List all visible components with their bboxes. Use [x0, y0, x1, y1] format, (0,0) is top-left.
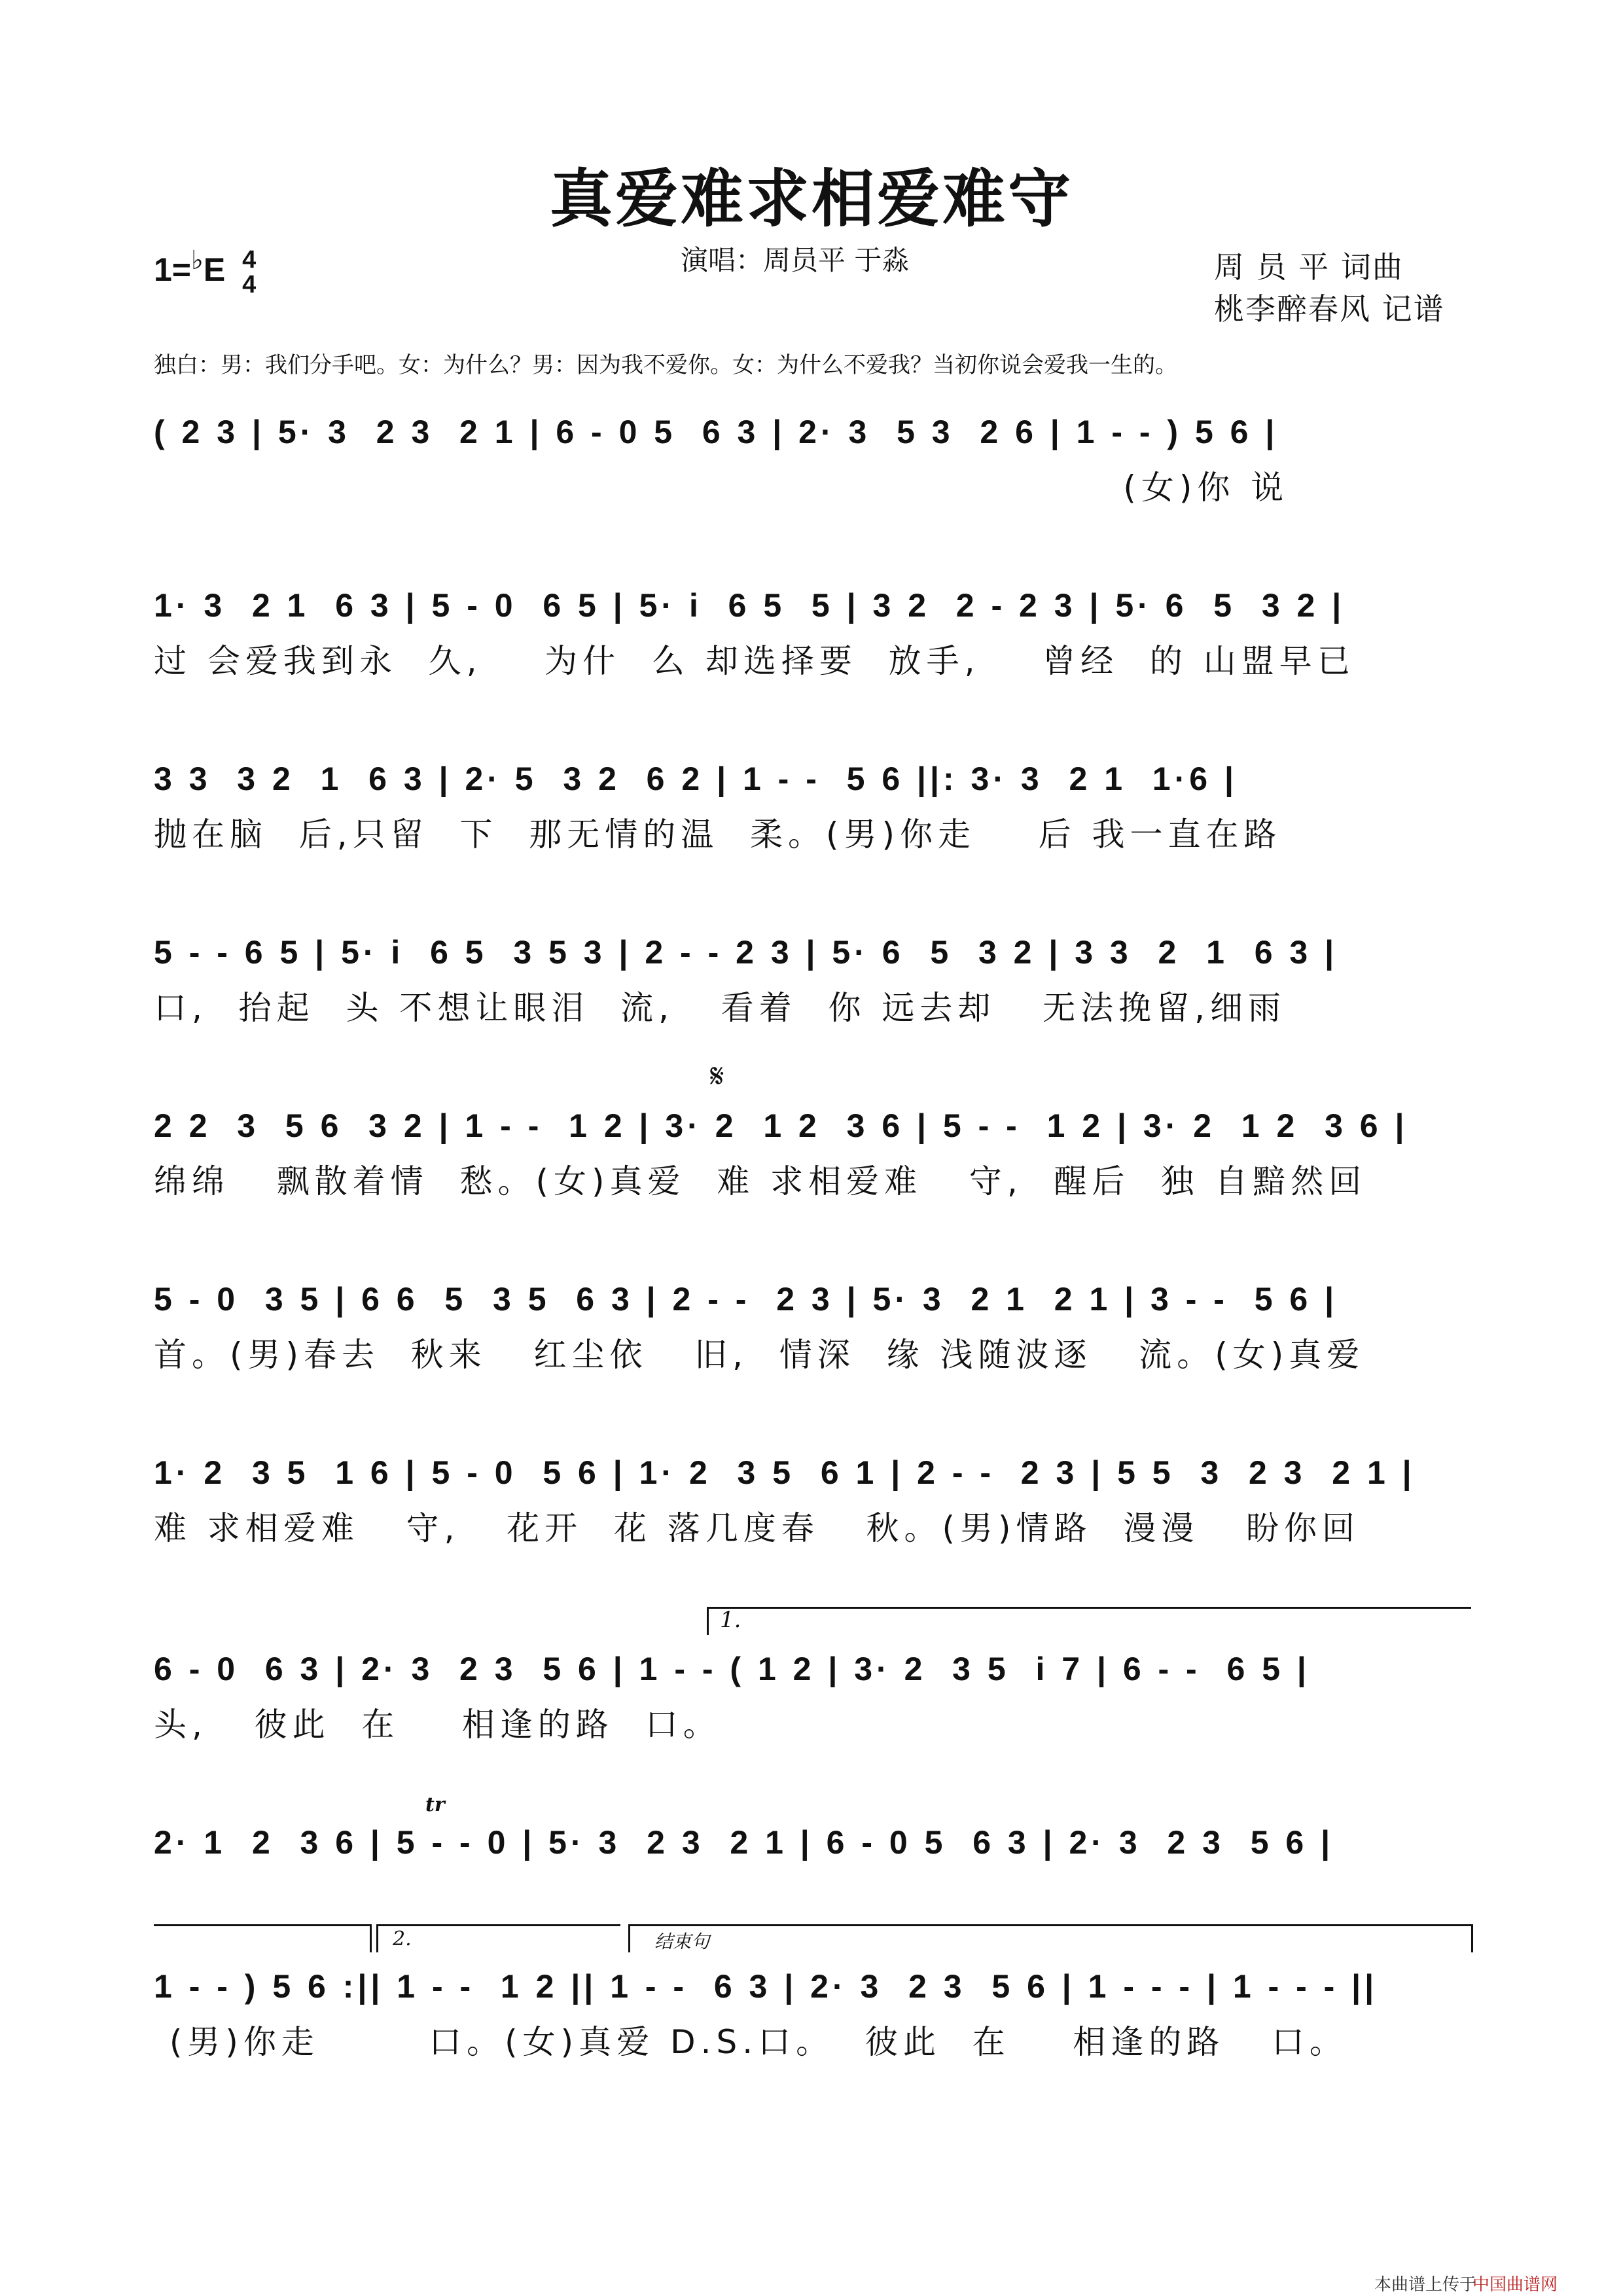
song-title: 真爱难求相爱难守	[550, 162, 1073, 236]
singer-line: 演唱：周员平 于淼	[681, 244, 910, 276]
footer-source-text: 本曲谱上传于	[1374, 2275, 1477, 2295]
key-signature	[154, 245, 256, 297]
score-row-5	[154, 1100, 1469, 1152]
lyrics-row-3: 抛在脑 后,只留 下 那无情的温 柔。(男)你走 后 我一直在路	[154, 816, 1282, 853]
score-row-10	[154, 1960, 1469, 2013]
notes-row-1: ( 2 3 | 5· 3 2 3 2 1 | 6 - 0 5 6 3 | 2· 3 5 3 2 6 | 1 - - ) 5 6 |	[154, 414, 1279, 450]
lyrics-row-6: 首。(男)春去 秋来 红尘依 旧, 情深 缘 浅随波逐 流。(女)真爱	[154, 1336, 1365, 1374]
key-note: E	[203, 251, 226, 288]
lyrics-row-1: (女)你 说	[154, 469, 1289, 507]
notes-row-4: 5 - - 6 5 | 5· i 6 5 3 5 3 | 2 - - 2 3 | 5· 6 5 3 2 | 3 3 2 1 6 3 |	[154, 934, 1338, 971]
notes-row-9: 2· 1 2 3 6 | 5 - - 0 | 5· 3 2 3 2 1 | 6 - 0 5 6 3 | 2· 3 2 3 5 6 |	[154, 1824, 1334, 1861]
transcriber-credit: 桃李醉春风 记谱	[1214, 291, 1445, 327]
lyrics-row-10: (男)你走 口。(女)真爱 D.S.口。 彼此 在 相逢的路 口。	[154, 2023, 1347, 2061]
lyrics-row-4: 口, 抬起 头 不想让眼泪 流, 看着 你 远去却 无法挽留,细雨	[154, 989, 1286, 1027]
score-row-3	[154, 753, 1469, 805]
footer-site-logo: 中国曲谱网	[1472, 2275, 1558, 2295]
lyrics-row-2: 过 会爱我到永 久, 为什 么 却选择要 放手, 曾经 的 山盟早已	[154, 642, 1355, 680]
notes-row-10: 1 - - ) 5 6 :|| 1 - - 1 2 || 1 - - 6 3 | 2· 3 2 3 5 6 | 1 - - - | 1 - - - ||	[154, 1968, 1378, 2005]
volta-2-label: 2.	[393, 1928, 412, 1950]
volta-1-continuation	[154, 1924, 372, 1952]
lyrics-row-8: 头, 彼此 在 相逢的路 口。	[154, 1706, 721, 1744]
score-row-1	[154, 406, 1469, 458]
score-row-6	[154, 1273, 1469, 1325]
volta-1-label: 1.	[720, 1607, 741, 1633]
score-row-9	[154, 1816, 1469, 1869]
time-top: 4	[242, 246, 257, 274]
volta-1-bracket	[707, 1607, 1471, 1635]
notes-row-8: 6 - 0 6 3 | 2· 3 2 3 5 6 | 1 - - ( 1 2 | 3· 2 3 5 i 7 | 6 - - 6 5 |	[154, 1651, 1310, 1687]
volta-2-bracket	[376, 1924, 620, 1952]
lyrics-row-7: 难 求相爱难 守, 花开 花 落几度春 秋。(男)情路 漫漫 盼你回	[154, 1509, 1360, 1547]
ending-label: 结束句	[654, 1931, 710, 1952]
key-prefix: 1=	[154, 251, 192, 288]
notes-row-7: 1· 2 3 5 1 6 | 5 - 0 5 6 | 1· 2 3 5 6 1 | 2 - - 2 3 | 5 5 3 2 3 2 1 |	[154, 1454, 1416, 1491]
trill-mark: tr	[425, 1793, 445, 1816]
notes-row-6: 5 - 0 3 5 | 6 6 5 3 5 6 3 | 2 - - 2 3 | 5· 3 2 1 2 1 | 3 - - 5 6 |	[154, 1281, 1338, 1318]
notes-row-2: 1· 3 2 1 6 3 | 5 - 0 6 5 | 5· i 6 5 5 | 3 2 2 - 2 3 | 5· 6 5 3 2 |	[154, 587, 1346, 624]
score-row-7	[154, 1446, 1469, 1499]
segno-mark: 𝄋	[710, 1057, 724, 1095]
lyrics-row-5: 绵绵 飘散着情 愁。(女)真爱 难 求相爱难 守, 醒后 独 自黯然回	[154, 1162, 1367, 1200]
score-row-2	[154, 579, 1469, 632]
time-bottom: 4	[242, 271, 257, 298]
flat-sign: ♭	[191, 246, 204, 275]
notes-row-3: 3 3 3 2 1 6 3 | 2· 5 3 2 6 2 | 1 - - 5 6 ||: 3· 3 2 1 1·6 |	[154, 761, 1238, 797]
score-row-4	[154, 926, 1469, 978]
monologue-text: 独白：男：我们分手吧。女：为什么？男：因为我不爱你。女：为什么不爱我？当初你说会爱我一生的。	[154, 352, 1177, 378]
composer-credit: 周 员 平 词曲	[1214, 249, 1404, 285]
notes-row-5: 2 2 3 5 6 3 2 | 1 - - 1 2 | 3· 2 1 2 3 6 | 5 - - 1 2 | 3· 2 1 2 3 6 |	[154, 1107, 1408, 1144]
ending-bracket	[628, 1924, 1473, 1952]
score-row-8	[154, 1643, 1469, 1695]
time-signature	[242, 247, 256, 297]
